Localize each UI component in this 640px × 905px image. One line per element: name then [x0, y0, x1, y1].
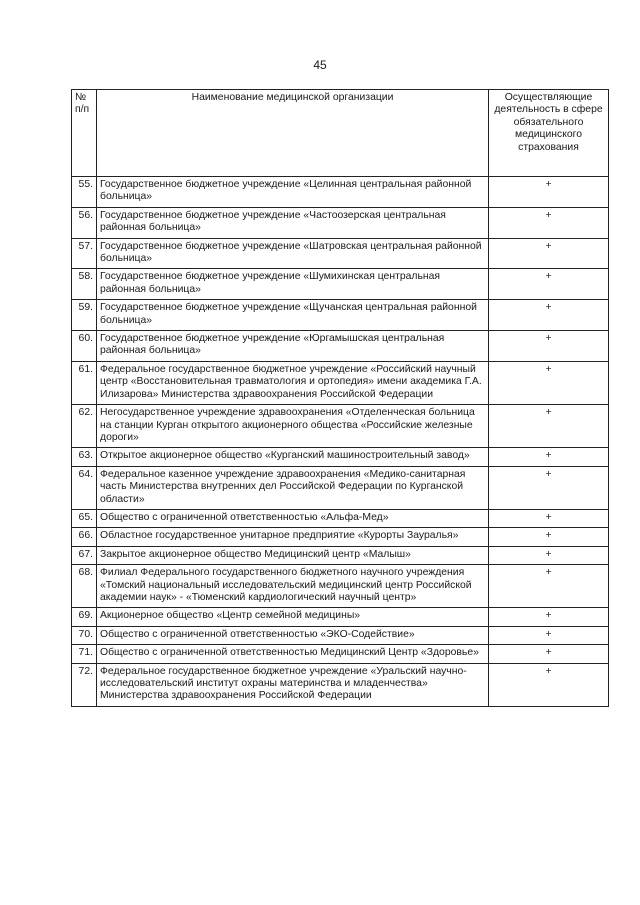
oms-mark: + — [489, 466, 609, 509]
organization-name: Государственное бюджетное учреждение «Юргамышская центральная районная больница» — [97, 331, 489, 362]
oms-mark: + — [489, 361, 609, 404]
table-row — [72, 546, 609, 564]
table-row — [72, 405, 609, 448]
table-row — [72, 626, 609, 644]
table-row — [72, 269, 609, 300]
table-row — [72, 238, 609, 269]
organization-name: Общество с ограниченной ответственностью «ЭКО-Содействие» — [97, 626, 489, 644]
oms-mark: + — [489, 663, 609, 706]
row-number: 67. — [72, 546, 97, 564]
header-oms-activity: Осуществляющие деятельность в сфере обязательного медицинского страхования — [489, 90, 609, 177]
row-number: 62. — [72, 405, 97, 448]
oms-mark: + — [489, 565, 609, 608]
table-header-row — [72, 90, 609, 177]
row-number: 58. — [72, 269, 97, 300]
medical-organizations-table — [71, 89, 609, 707]
row-number: 69. — [72, 608, 97, 626]
page-number: 45 — [313, 58, 327, 72]
organization-name: Филиал Федерального государственного бюджетного научного учреждения «Томский национальный исследовательский медицинский центр Российской академии наук» - «Тюменский кардиологический научный центр» — [97, 565, 489, 608]
organization-name: Закрытое акционерное общество Медицинский центр «Малыш» — [97, 546, 489, 564]
oms-mark: + — [489, 405, 609, 448]
organization-name: Государственное бюджетное учреждение «Шатровская центральная районной больница» — [97, 238, 489, 269]
organization-name: Общество с ограниченной ответственностью «Альфа-Мед» — [97, 509, 489, 527]
organization-name: Федеральное государственное бюджетное учреждение «Уральский научно-исследовательский институт охраны материнства и младенчества» Министерства здравоохранения Российской Федерации — [97, 663, 489, 706]
oms-mark: + — [489, 608, 609, 626]
table-row — [72, 177, 609, 208]
oms-mark: + — [489, 177, 609, 208]
oms-mark: + — [489, 269, 609, 300]
oms-mark: + — [489, 509, 609, 527]
oms-mark: + — [489, 331, 609, 362]
row-number: 72. — [72, 663, 97, 706]
table-body — [72, 177, 609, 707]
row-number: 65. — [72, 509, 97, 527]
row-number: 57. — [72, 238, 97, 269]
row-number: 61. — [72, 361, 97, 404]
row-number: 64. — [72, 466, 97, 509]
table-row — [72, 448, 609, 466]
organization-name: Областное государственное унитарное предприятие «Курорты Зауралья» — [97, 528, 489, 546]
table-row — [72, 663, 609, 706]
oms-mark: + — [489, 207, 609, 238]
row-number: 70. — [72, 626, 97, 644]
table-row — [72, 466, 609, 509]
table-row — [72, 645, 609, 663]
organization-name: Государственное бюджетное учреждение «Шумихинская центральная районная больница» — [97, 269, 489, 300]
table-row — [72, 207, 609, 238]
row-number: 68. — [72, 565, 97, 608]
row-number: 56. — [72, 207, 97, 238]
organization-name: Государственное бюджетное учреждение «Целинная центральная районной больница» — [97, 177, 489, 208]
table-row — [72, 509, 609, 527]
oms-mark: + — [489, 645, 609, 663]
table-row — [72, 361, 609, 404]
oms-mark: + — [489, 546, 609, 564]
table-row — [72, 608, 609, 626]
table-row — [72, 565, 609, 608]
row-number: 59. — [72, 300, 97, 331]
row-number: 71. — [72, 645, 97, 663]
oms-mark: + — [489, 300, 609, 331]
row-number: 55. — [72, 177, 97, 208]
organization-name: Акционерное общество «Центр семейной медицины» — [97, 608, 489, 626]
organization-name: Государственное бюджетное учреждение «Щучанская центральная районной больница» — [97, 300, 489, 331]
organization-name: Открытое акционерное общество «Курганский машиностроительный завод» — [97, 448, 489, 466]
organization-name: Федеральное казенное учреждение здравоохранения «Медико-санитарная часть Министерства внутренних дел Российской Федерации по Курганской области» — [97, 466, 489, 509]
oms-mark: + — [489, 528, 609, 546]
header-number: № п/п — [72, 90, 97, 177]
oms-mark: + — [489, 626, 609, 644]
organization-name: Федеральное государственное бюджетное учреждение «Российский научный центр «Восстановительная травматология и ортопедия» имени академика Г.А. Илизарова» Министерства здравоохранения Российской Федерации — [97, 361, 489, 404]
oms-mark: + — [489, 448, 609, 466]
oms-mark: + — [489, 238, 609, 269]
header-organization-name: Наименование медицинской организации — [97, 90, 489, 177]
organization-name: Негосударственное учреждение здравоохранения «Отделенческая больница на станции Курган открытого акционерного общества «Российские железные дороги» — [97, 405, 489, 448]
row-number: 66. — [72, 528, 97, 546]
organization-name: Государственное бюджетное учреждение «Частоозерская центральная районная больница» — [97, 207, 489, 238]
table-row — [72, 300, 609, 331]
table-row — [72, 331, 609, 362]
row-number: 60. — [72, 331, 97, 362]
table-row — [72, 528, 609, 546]
row-number: 63. — [72, 448, 97, 466]
organization-name: Общество с ограниченной ответственностью Медицинский Центр «Здоровье» — [97, 645, 489, 663]
